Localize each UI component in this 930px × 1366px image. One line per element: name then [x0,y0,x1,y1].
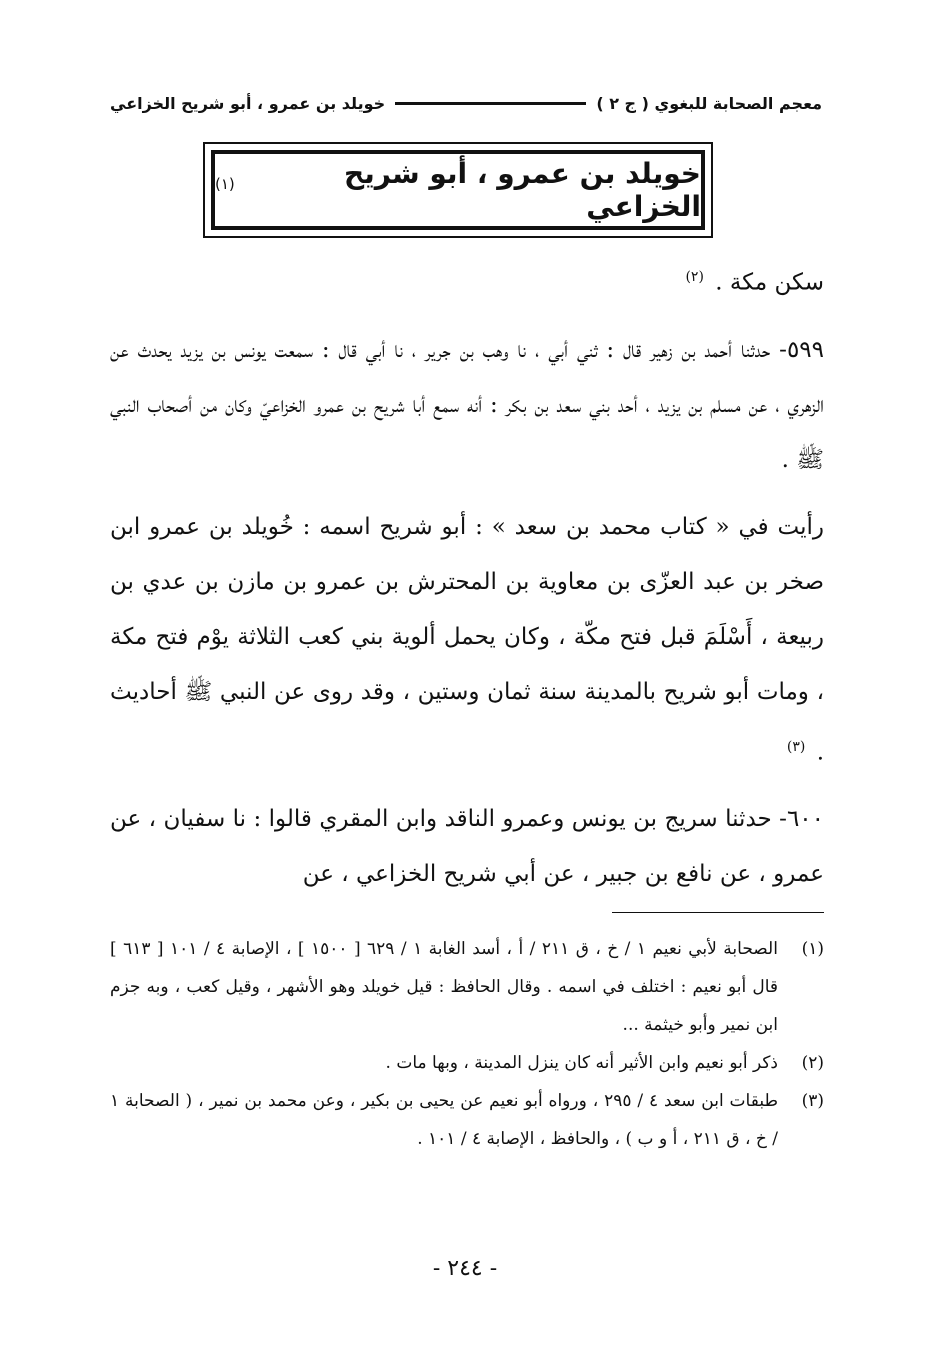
footnote-text: طبقات ابن سعد ٤ / ٢٩٥ ، ورواه أبو نعيم عن يحيى بن بكير ، وعن محمد بن نمير ، ( الصحابة ١ / خ ، ق ٢١١ ، أ و ب ) ، والحافظ ، الإصابة ٤ / ١٠١ . [110,1091,778,1149]
footnote [110,1044,824,1082]
footnote-text: الصحابة لأبي نعيم ١ / خ ، ق ٢١١ / أ ، أسد الغابة ١ / ٦٢٩ [ ١٥٠٠ ] ، الإصابة ٤ / ١٠١ [ ٦١٣ ] قال أبو نعيم : اختلف في اسمه . وقال الحافظ : قيل خويلد وهو الأشهر ، وقيل كعب ، وبه جزم ابن نمير وأبو خيثمة ... [110,939,778,1035]
paragraph-text: رأيت في « كتاب محمد بن سعد » : أبو شريح اسمه : خُويلد بن عمرو ابن صخر بن عبد العزّى بن معاوية بن المحترش بن عمرو بن مازن بن عدي بن ربيعة ، أَسْلَمَ قبل فتح مكّة ، وكان يحمل ألوية بني كعب الثلاثة يوْم فتح مكة ، ومات أبو شريح بالمدينة سنة ثمان وستين ، وقد روى عن النبي ﷺ أحاديث . [110,513,824,766]
footnote-ref: (٣) [786,738,806,755]
header-rule [395,102,586,105]
footnote-number: (٢) [801,1053,824,1073]
paragraph [110,500,824,781]
footnotes [110,930,824,1158]
header-entry-title: خويلد بن عمرو ، أبو شريح الخزاعي [110,93,386,113]
footnote-text: ذكر أبو نعيم وابن الأثير أنه كان ينزل المدينة ، وبها مات . [385,1053,778,1073]
entry-title-frame [211,150,705,230]
paragraph: ٥٩٩- حدثنا أحمد بن زهير قال : ثني أبي ، نا وهب بن جرير ، نا أبي قال : سمعت يونس بن يزيد يحدث عن الزهري ، عن مسلم بن يزيد ، أحد بني سعد بن بكر : أنه سمع أبا شريح بن عمرو الخزاعيّ وكان من أصحاب النبي ﷺ . [110,336,824,473]
paragraph-text: سكن مكة . [715,269,824,296]
main-text [110,250,824,902]
header-book-title: معجم الصحابة للبغوي ( ج ٢ ) [596,93,822,113]
entry-title: خويلد بن عمرو ، أبو شريح الخزاعي [344,157,701,223]
paragraph: ٦٠٠- حدثنا سريج بن يونس وعمرو الناقد وابن المقري قالوا : نا سفيان ، عن عمرو ، عن نافع بن جبير ، عن أبي شريح الخزاعي ، عن [110,806,824,888]
footnote-ref: (٢) [685,269,704,285]
footnote-separator [612,912,824,913]
paragraph [110,250,824,311]
entry-title-footnote-ref: (١) [215,175,235,193]
running-header [110,88,822,118]
footnote-number: (٣) [801,1091,824,1111]
page-number: - ٢٤٤ - [432,1256,498,1281]
footnote [110,1082,824,1158]
footnote [110,930,824,1044]
entry-title-box [203,142,713,238]
footnote-number: (١) [801,939,824,959]
